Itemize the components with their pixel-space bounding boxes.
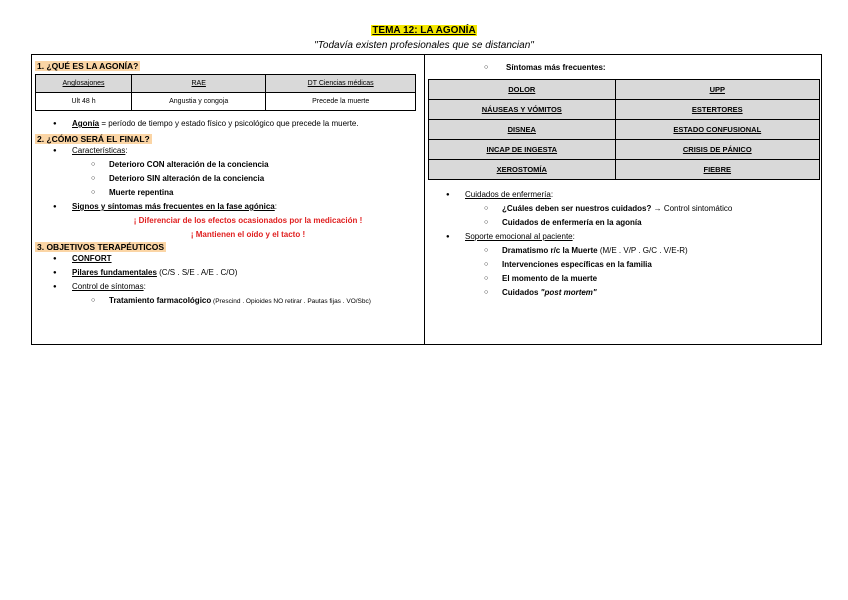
symptom-cell: XEROSTOMÍA bbox=[429, 160, 616, 180]
symptom-cell: FIEBRE bbox=[615, 160, 819, 180]
list-item: ○ Muerte repentina bbox=[35, 186, 421, 200]
list-item: ○ Deterioro CON alteración de la conciencia bbox=[35, 158, 421, 172]
list-item: ○ El momento de la muerte bbox=[428, 272, 820, 286]
symptom-cell: INCAP DE INGESTA bbox=[429, 140, 616, 160]
page-title: TEMA 12: LA AGONÍA bbox=[372, 25, 476, 36]
list-item: ○ Dramatismo r/c la Muerte (M/E . V/P . G/C . V/E-R) bbox=[428, 244, 820, 258]
left-column bbox=[35, 61, 421, 309]
symptom-cell: ESTADO CONFUSIONAL bbox=[615, 120, 819, 140]
list-item: ● Cuidados de enfermería: bbox=[428, 188, 820, 202]
warning-text: ¡ Mantienen el oído y el tacto ! bbox=[190, 230, 306, 239]
table-header-cell: RAE bbox=[132, 75, 266, 93]
list-item: ● Pilares fundamentales (C/S . S/E . A/E . C/O) bbox=[35, 266, 421, 280]
symptom-cell: DISNEA bbox=[429, 120, 616, 140]
symptom-cell: UPP bbox=[615, 80, 819, 100]
list-item: ○ Cuidados de enfermería en la agonía bbox=[428, 216, 820, 230]
list-item: ● CONFORT bbox=[35, 252, 421, 266]
symptom-cell: ESTERTORES bbox=[615, 100, 819, 120]
list-item: ○ Deterioro SIN alteración de la conciencia bbox=[35, 172, 421, 186]
table-cell: Angustia y congoja bbox=[132, 93, 266, 111]
list-item: ○ Intervenciones específicas en la familia bbox=[428, 258, 820, 272]
content-frame bbox=[31, 54, 822, 345]
list-item: ● Control de síntomas: bbox=[35, 280, 421, 294]
list-item: ○ ¿Cuáles deben ser nuestros cuidados? → Control sintomático bbox=[428, 202, 820, 216]
section-2-heading: 2. ¿CÓMO SERÁ EL FINAL? bbox=[37, 134, 150, 144]
list-item: ● Signos y síntomas más frecuentes en la fase agónica: bbox=[35, 200, 421, 214]
symptom-cell: CRISIS DE PÁNICO bbox=[615, 140, 819, 160]
symptom-cell: DOLOR bbox=[429, 80, 616, 100]
warning-text: ¡ Diferenciar de los efectos ocasionados por la medicación ! bbox=[133, 216, 363, 225]
right-column bbox=[428, 61, 820, 300]
definitions-table bbox=[35, 74, 416, 111]
list-item: ○ Cuidados "post mortem" bbox=[428, 286, 820, 300]
symptom-cell: NÁUSEAS Y VÓMITOS bbox=[429, 100, 616, 120]
list-item: ● Características: bbox=[35, 144, 421, 158]
section-3-heading: 3. OBJETIVOS TERAPÉUTICOS bbox=[37, 242, 165, 252]
column-divider bbox=[424, 55, 425, 344]
symptoms-table bbox=[428, 79, 820, 180]
section-1-heading: 1. ¿QUÉ ES LA AGONÍA? bbox=[37, 61, 139, 71]
list-item: ● Soporte emocional al paciente: bbox=[428, 230, 820, 244]
symptoms-label: ○ Síntomas más frecuentes: bbox=[428, 61, 820, 75]
table-cell: Ult 48 h bbox=[36, 93, 132, 111]
page-subtitle: "Todavía existen profesionales que se distancian" bbox=[314, 40, 534, 51]
table-header-cell: Anglosajones bbox=[36, 75, 132, 93]
definition-item: ● Agonía = período de tiempo y estado físico y psicológico que precede la muerte. bbox=[35, 117, 421, 131]
table-cell: Precede la muerte bbox=[266, 93, 416, 111]
list-item: ○ Tratamiento farmacológico (Prescind . Opioides NO retirar . Pautas fijas . VO/Sbc) bbox=[35, 294, 421, 309]
table-header-cell: DT Ciencias médicas bbox=[266, 75, 416, 93]
